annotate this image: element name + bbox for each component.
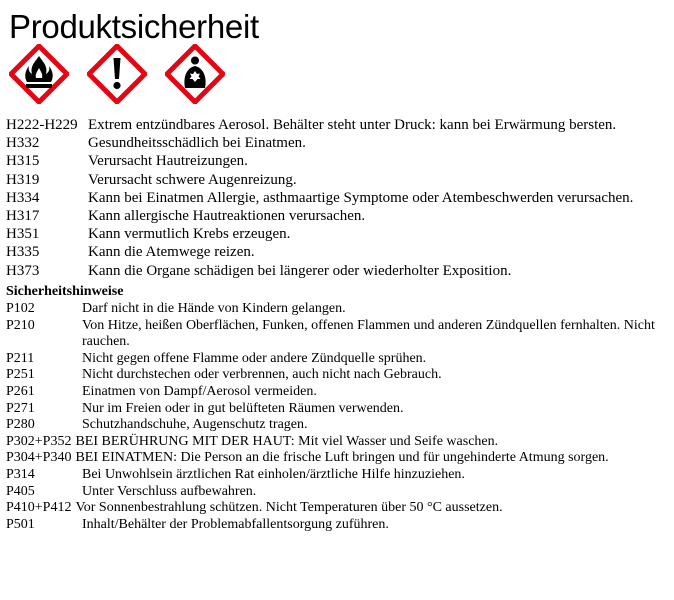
hazard-code: H332	[6, 135, 40, 152]
hazard-text: Kann die Atemwege reizen.	[88, 244, 255, 261]
hazard-statement-row	[6, 207, 672, 225]
precautionary-code: P102	[6, 301, 35, 316]
precautionary-code: P410+P412	[6, 500, 72, 516]
precautionary-statement-row	[6, 434, 670, 451]
hazard-code: H319	[6, 171, 40, 188]
precautionary-text: Bei Unwohlsein ärztlichen Rat einholen/ärztliche Hilfe hinzuziehen.	[82, 466, 465, 482]
precautionary-statement-row	[6, 500, 670, 517]
hazard-code: H315	[6, 153, 40, 170]
hazard-text: Gesundheitsschädlich bei Einatmen.	[88, 135, 306, 152]
hazard-code: H335	[6, 244, 40, 261]
hazard-statement-row	[6, 225, 672, 243]
precautionary-text: BEI BERÜHRUNG MIT DER HAUT: Mit viel Wasser und Seife waschen.	[75, 433, 499, 449]
precautionary-code: P271	[6, 400, 35, 416]
precautionary-statement-row	[6, 450, 670, 467]
health-hazard-icon	[165, 44, 225, 104]
precautionary-text: Schutzhandschuhe, Augenschutz tragen.	[82, 417, 308, 433]
hazard-statement-row	[6, 116, 672, 134]
precautionary-code: P314	[6, 466, 35, 482]
page-title: Produktsicherheit	[9, 8, 259, 45]
precautionary-statements	[6, 301, 670, 533]
precautionary-text: Nur im Freien oder in gut belüfteten Räumen verwenden.	[82, 400, 404, 416]
precautionary-statement-row	[6, 417, 670, 434]
precautionary-text: Darf nicht in die Hände von Kindern gelangen.	[82, 301, 346, 316]
precautionary-text: Von Hitze, heißen Oberflächen, Funken, offenen Flammen und anderen Zündquellen fernhalten. Nicht rauchen.	[82, 317, 655, 350]
precautionary-statement-row	[6, 367, 670, 384]
hazard-text: Verursacht Hautreizungen.	[88, 153, 248, 170]
hazard-code: H351	[6, 226, 40, 243]
precautionary-code: P302+P352	[6, 433, 72, 449]
hazard-text: Kann bei Einatmen Allergie, asthmaartige Symptome oder Atembeschwerden verursachen.	[88, 189, 634, 206]
precautionary-text: Nicht durchstechen oder verbrennen, auch nicht nach Gebrauch.	[82, 367, 442, 383]
precautionary-code: P304+P340	[6, 450, 72, 466]
precautionary-text: Nicht gegen offene Flamme oder andere Zündquelle sprühen.	[82, 350, 427, 366]
precautionary-statement-row	[6, 384, 670, 401]
hazard-text: Extrem entzündbares Aerosol. Behälter steht unter Druck: kann bei Erwärmung bersten.	[88, 117, 617, 133]
hazard-statement-row	[6, 171, 672, 189]
precautionary-statement-row	[6, 351, 670, 368]
precautionary-code: P501	[6, 516, 35, 532]
hazard-text: Kann die Organe schädigen bei längerer oder wiederholter Exposition.	[88, 262, 512, 279]
hazard-statement-row	[6, 189, 672, 207]
exclamation-mark-icon	[87, 44, 147, 104]
precautionary-statement-row	[6, 318, 670, 351]
precautionary-text: Inhalt/Behälter der Problemabfallentsorgung zuführen.	[82, 516, 389, 532]
hazard-code: H317	[6, 207, 40, 224]
precautionary-code: P405	[6, 483, 35, 499]
hazard-code: H334	[6, 189, 40, 206]
hazard-code: H373	[6, 262, 40, 279]
precautionary-code: P261	[6, 383, 35, 399]
precautionary-text: Einatmen von Dampf/Aerosol vermeiden.	[82, 383, 317, 399]
hazard-statements	[6, 116, 672, 280]
hazard-text: Kann vermutlich Krebs erzeugen.	[88, 226, 291, 243]
precautionary-text: Vor Sonnenbestrahlung schützen. Nicht Temperaturen über 50 °C aussetzen.	[75, 500, 503, 516]
hazard-statement-row	[6, 134, 672, 152]
precautionary-code: P211	[6, 350, 35, 366]
precautionary-statement-row	[6, 401, 670, 418]
precautionary-statement-row	[6, 467, 670, 484]
precautionary-text: Unter Verschluss aufbewahren.	[82, 483, 257, 499]
hazard-statement-row	[6, 152, 672, 170]
hazard-statement-row	[6, 262, 672, 280]
hazard-code: H222-H229	[6, 117, 78, 133]
precautionary-text: BEI EINATMEN: Die Person an die frische Luft bringen und für ungehinderte Atmung sorgen.	[75, 450, 609, 466]
hazard-text: Verursacht schwere Augenreizung.	[88, 171, 297, 188]
safety-instructions-heading: Sicherheitshinweise	[6, 284, 124, 299]
precautionary-code: P210	[6, 317, 35, 333]
flame-icon	[9, 44, 69, 104]
hazard-statement-row	[6, 243, 672, 261]
precautionary-statement-row	[6, 517, 670, 534]
precautionary-code: P251	[6, 367, 35, 383]
precautionary-statement-row	[6, 484, 670, 501]
precautionary-code: P280	[6, 417, 35, 433]
precautionary-statement-row	[6, 301, 670, 318]
hazard-text: Kann allergische Hautreaktionen verursachen.	[88, 207, 366, 224]
